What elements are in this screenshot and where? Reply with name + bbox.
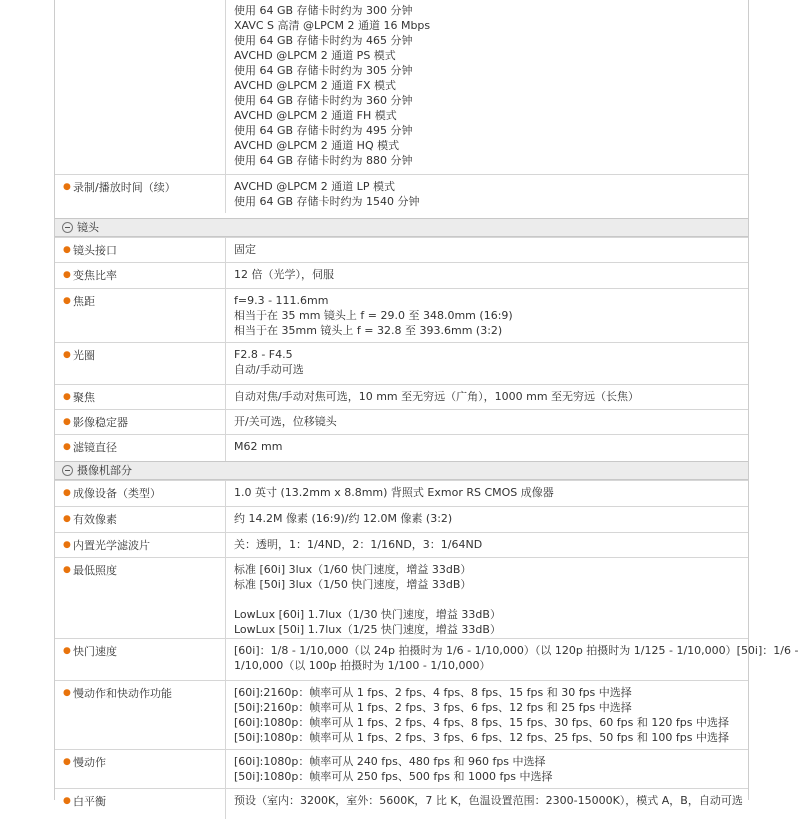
bullet-icon: ● — [63, 514, 71, 524]
table-row — [55, 749, 748, 789]
table-row — [55, 384, 748, 410]
section-header-lens[interactable] — [55, 218, 748, 237]
bullet-icon: ● — [63, 565, 71, 575]
table-row — [55, 532, 748, 558]
value-cell — [234, 3, 430, 168]
value-line: 使用 64 GB 存储卡时约为 305 分钟 — [234, 64, 413, 77]
value-line: 使用 64 GB 存储卡时约为 495 分钟 — [234, 124, 413, 137]
value-line — [234, 592, 501, 607]
collapse-icon[interactable] — [62, 465, 73, 476]
value-line: AVCHD @LPCM 2 通道 LP 模式 — [234, 180, 395, 193]
row-label: 滤镜直径 — [73, 441, 117, 454]
spec-table — [54, 0, 799, 808]
value-cell — [234, 347, 304, 377]
table-row — [55, 288, 748, 343]
value-line: 使用 64 GB 存储卡时约为 880 分钟 — [234, 154, 413, 167]
row-label: 变焦比率 — [73, 269, 117, 282]
row-label: 有效像素 — [73, 513, 117, 526]
table-row — [55, 680, 748, 750]
value-line: M62 mm — [234, 440, 283, 453]
bullet-icon: ● — [63, 296, 71, 306]
row-label: 影像稳定器 — [73, 416, 128, 429]
value-cell — [234, 242, 256, 257]
row-label: 白平衡 — [73, 795, 106, 808]
value-line: 使用 64 GB 存储卡时约为 465 分钟 — [234, 34, 413, 47]
value-cell — [234, 562, 501, 637]
row-label: 内置光学滤波片 — [73, 539, 150, 552]
value-line: AVCHD @LPCM 2 通道 FH 模式 — [234, 109, 397, 122]
value-cell — [234, 754, 553, 784]
bullet-icon: ● — [63, 182, 71, 192]
value-line: [50i]:1080p：帧率可从 1 fps、2 fps、3 fps、6 fps、12 fps、25 fps、50 fps 和 100 fps 中选择 — [234, 731, 729, 744]
table-row — [55, 0, 748, 174]
value-line: 固定 — [234, 243, 256, 256]
bullet-icon: ● — [63, 540, 71, 550]
table-row — [55, 262, 748, 289]
value-cell — [234, 267, 334, 282]
value-line: AVCHD @LPCM 2 通道 HQ 模式 — [234, 139, 400, 152]
value-line: 约 14.2M 像素 (16:9)/约 12.0M 像素 (3:2) — [234, 512, 453, 525]
value-line: 12 倍（光学），伺服 — [234, 268, 334, 281]
row-label: 快门速度 — [73, 645, 117, 658]
table-row — [55, 342, 748, 385]
value-line: 自动/手动可选 — [234, 363, 304, 376]
value-line: AVCHD @LPCM 2 通道 PS 模式 — [234, 49, 396, 62]
bullet-icon: ● — [63, 488, 71, 498]
bullet-icon: ● — [63, 392, 71, 402]
value-line: 标准 [50i] 3lux（1/50 快门速度，增益 33dB） — [234, 578, 472, 591]
value-line: 使用 64 GB 存储卡时约为 360 分钟 — [234, 94, 413, 107]
value-cell — [234, 414, 337, 429]
value-line: AVCHD @LPCM 2 通道 FX 模式 — [234, 79, 397, 92]
bullet-icon: ● — [63, 350, 71, 360]
value-line: LowLux [60i] 1.7lux（1/30 快门速度，增益 33dB） — [234, 608, 501, 621]
value-line: [60i]:1080p：帧率可从 240 fps、480 fps 和 960 fps 中选择 — [234, 755, 546, 768]
table-row — [55, 409, 748, 435]
value-cell — [234, 179, 420, 209]
value-line: [50i]:2160p：帧率可从 1 fps、2 fps、3 fps、6 fps、12 fps 和 25 fps 中选择 — [234, 701, 632, 714]
table-row — [55, 557, 748, 639]
value-line: 预设（室内：3200K，室外：5600K，7 比 K，色温设置范围：2300-15000K），模式 A，B，自动可选 — [234, 794, 743, 807]
row-label: 录制/播放时间（续） — [73, 181, 176, 194]
value-cell — [234, 511, 452, 526]
bullet-icon: ● — [63, 417, 71, 427]
row-label: 成像设备（类型） — [73, 487, 161, 500]
value-line: [60i]:1080p：帧率可从 1 fps、2 fps、4 fps、8 fps、15 fps、30 fps、60 fps 和 120 fps 中选择 — [234, 716, 729, 729]
value-cell — [234, 389, 639, 404]
bullet-icon: ● — [63, 646, 71, 656]
bullet-icon: ● — [63, 796, 71, 806]
row-label: 焦距 — [73, 295, 95, 308]
value-line: 自动对焦/手动对焦可选，10 mm 至无穷远（广角），1000 mm 至无穷远（长焦） — [234, 390, 640, 403]
table-row — [55, 237, 748, 263]
value-line: 关：透明，1：1/4ND，2：1/16ND，3：1/64ND — [234, 538, 483, 551]
bullet-icon: ● — [63, 270, 71, 280]
table-row — [55, 788, 748, 819]
bullet-icon: ● — [63, 688, 71, 698]
value-line: [50i]:1080p：帧率可从 250 fps、500 fps 和 1000 fps 中选择 — [234, 770, 553, 783]
row-label: 最低照度 — [73, 564, 117, 577]
table-row — [55, 506, 748, 533]
value-line: 使用 64 GB 存储卡时约为 1540 分钟 — [234, 195, 420, 208]
table-row — [55, 638, 799, 681]
value-cell — [234, 685, 729, 745]
row-label: 光圈 — [73, 349, 95, 362]
value-cell — [234, 537, 482, 552]
collapse-icon[interactable] — [62, 222, 73, 233]
row-label: 慢动作 — [73, 756, 106, 769]
bullet-icon: ● — [63, 757, 71, 767]
value-line: 1/10,000（以 100p 拍摄时为 1/100 - 1/10,000） — [234, 659, 491, 672]
row-label: 聚焦 — [73, 391, 95, 404]
section-title: 镜头 — [77, 221, 99, 234]
value-line: 使用 64 GB 存储卡时约为 300 分钟 — [234, 4, 413, 17]
value-cell — [234, 439, 282, 454]
value-line: 相当于在 35 mm 镜头上 f = 29.0 至 348.0mm (16:9) — [234, 309, 513, 322]
value-line: XAVC S 高清 @LPCM 2 通道 16 Mbps — [234, 19, 431, 32]
section-title: 摄像机部分 — [77, 464, 132, 477]
value-line: 开/关可选，位移镜头 — [234, 415, 337, 428]
bullet-icon: ● — [63, 245, 71, 255]
value-cell — [234, 485, 554, 500]
table-row — [55, 434, 748, 462]
bullet-icon: ● — [63, 442, 71, 452]
value-line: [60i]:2160p：帧率可从 1 fps、2 fps、4 fps、8 fps、15 fps 和 30 fps 中选择 — [234, 686, 632, 699]
value-cell — [234, 293, 513, 338]
value-line: f=9.3 - 111.6mm — [234, 294, 329, 307]
table-row — [55, 480, 748, 507]
value-line: 相当于在 35mm 镜头上 f = 32.8 至 393.6mm (3:2) — [234, 324, 503, 337]
spec-page — [54, 0, 800, 808]
value-cell — [234, 793, 743, 808]
row-label: 慢动作和快动作功能 — [73, 687, 172, 700]
value-line: 标准 [60i] 3lux（1/60 快门速度，增益 33dB） — [234, 563, 472, 576]
table-row — [55, 174, 748, 213]
value-line: LowLux [50i] 1.7lux（1/25 快门速度，增益 33dB） — [234, 623, 501, 636]
value-line: 1.0 英寸 (13.2mm x 8.8mm) 背照式 Exmor RS CMOS 成像器 — [234, 486, 554, 499]
value-line: [60i]：1/8 - 1/10,000（以 24p 拍摄时为 1/6 - 1/10,000）（以 120p 拍摄时为 1/125 - 1/10,000）[50i]：1/6 - — [234, 644, 799, 657]
section-header-camera[interactable] — [55, 461, 748, 480]
value-cell — [234, 643, 798, 673]
value-line: F2.8 - F4.5 — [234, 348, 293, 361]
row-label: 镜头接口 — [73, 244, 117, 257]
